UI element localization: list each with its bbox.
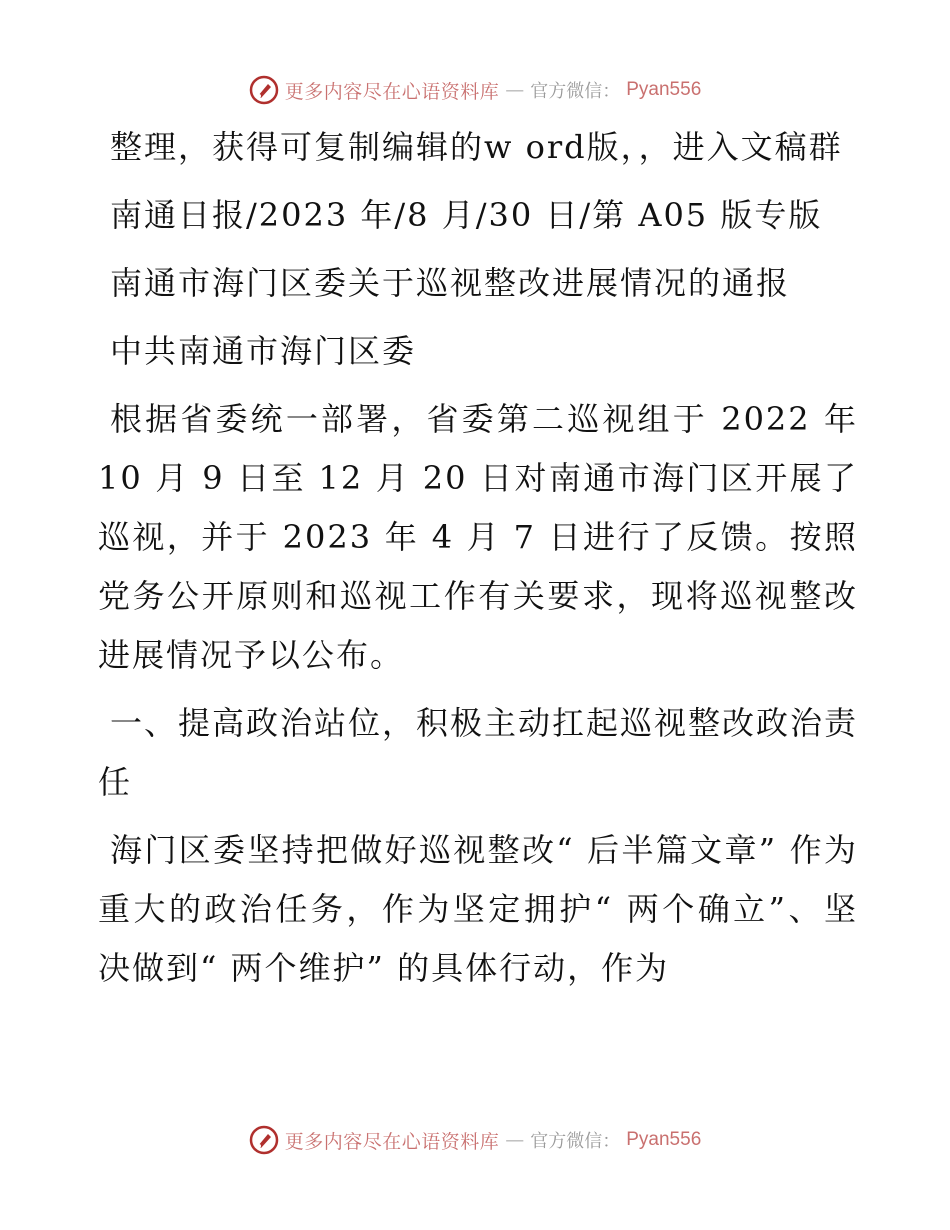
paragraph-body: 根据省委统一部署，省委第二巡视组于 2022 年 10 月 9 日至 12 月 20 日对南通市海门区开展了巡视，并于 2023 年 4 月 7 日进行了反馈。按照党务公开原则和巡视工作有关要求，现将巡视整改进展情况予以公布。 — [98, 400, 858, 674]
paragraph-section-one: 海门区委坚持把做好巡视整改“ 后半篇文章” 作为重大的政治任务，作为坚定拥护“ 两个确立”、坚决做到“ 两个维护” 的具体行动，作为 — [98, 831, 858, 987]
watermark-text: 更多内容尽在心语资料库 — [284, 1130, 500, 1153]
watermark-wechat-id: Pyan556 — [626, 1129, 702, 1150]
header-watermark — [0, 70, 950, 110]
watermark-text: 更多内容尽在心语资料库 — [284, 80, 500, 103]
pen-nib-logo-icon — [249, 75, 279, 105]
footer-watermark — [0, 1120, 950, 1160]
watermark-wechat-label: 官方微信： — [530, 81, 621, 102]
pen-nib-logo-icon — [249, 1125, 279, 1155]
document-issuer: 中共南通市海门区委 — [110, 332, 417, 370]
watermark-wechat-label: 官方微信： — [530, 1131, 621, 1152]
document-body — [98, 118, 858, 1007]
document-title: 南通市海门区委关于巡视整改进展情况的通报 — [110, 264, 791, 302]
watermark-dash: — — [505, 1129, 525, 1151]
paragraph-source: 南通日报/2023 年/8 月/30 日/第 A05 版专版 — [110, 196, 823, 234]
paragraph-intro: 整理，获得可复制编辑的w ord版，，进入文稿群 — [110, 128, 843, 166]
watermark-dash: — — [505, 79, 525, 101]
watermark-wechat-id: Pyan556 — [626, 79, 702, 100]
section-heading-one: 一、提高政治站位，积极主动扛起巡视整改政治责任 — [98, 704, 859, 801]
